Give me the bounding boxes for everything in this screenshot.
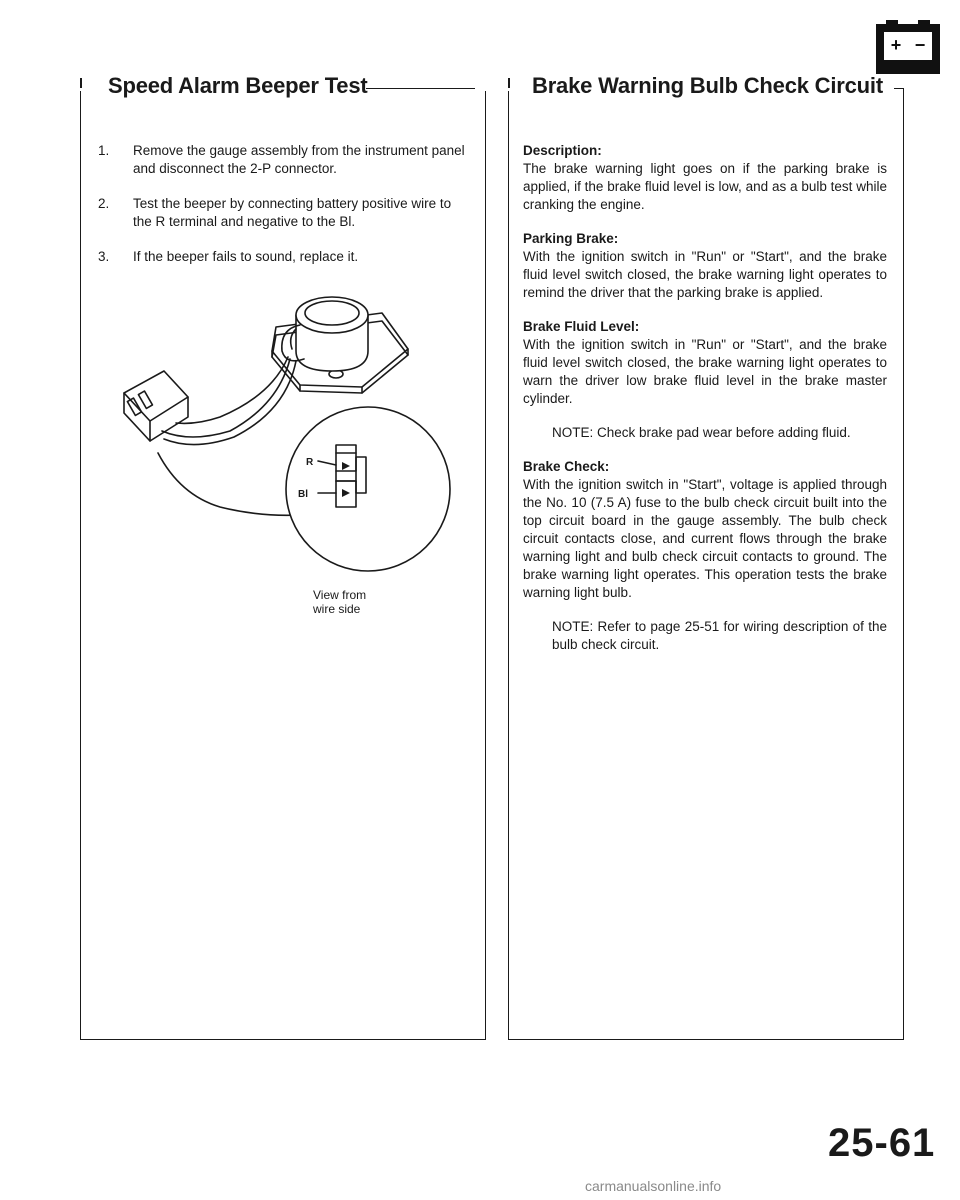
brake-check-heading: Brake Check:: [523, 459, 610, 474]
right-frame-gap: [508, 88, 530, 91]
left-frame-corner-gap: [475, 88, 486, 91]
step-text: If the beeper fails to sound, replace it.: [133, 249, 359, 264]
step-text: Test the beeper by connecting battery positive wire to the R terminal and negative to the Bl.: [133, 196, 452, 229]
right-title-end-gap: [892, 78, 894, 90]
battery-minus-label: −: [914, 35, 926, 55]
battery-plus-label: +: [890, 35, 902, 55]
terminal-bl-label: Bl: [298, 489, 308, 500]
description-block: [523, 142, 887, 214]
battery-icon: [876, 20, 940, 74]
parking-brake-block: [523, 230, 887, 302]
left-section-title: Speed Alarm Beeper Test: [108, 73, 368, 98]
figure-caption: [313, 588, 393, 616]
parking-brake-heading: Parking Brake:: [523, 231, 619, 246]
note-pad-wear: NOTE: Check brake pad wear before adding fluid.: [552, 425, 851, 440]
brake-fluid-heading: Brake Fluid Level:: [523, 319, 640, 334]
figure-caption-line1: View from: [313, 588, 367, 602]
brake-check-text: With the ignition switch in "Start", voltage is applied through the No. 10 (7.5 A) fuse to the bulb check circuit built into the top circuit board in the gauge assembly. The bulb check circuit contacts close, and current flows through the brake warning light and bulb check circuit contacts to ground. The brake warning light operates. This operation tests the brake warning light bulb.: [523, 477, 887, 600]
step-text: Remove the gauge assembly from the instrument panel and disconnect the 2-P connector.: [133, 143, 465, 176]
right-section-title: Brake Warning Bulb Check Circuit: [532, 73, 883, 98]
terminal-r-label: R: [306, 457, 314, 468]
brake-fluid-block: [523, 318, 887, 408]
page-number: 25-61: [828, 1121, 936, 1165]
beeper-illustration: [110, 285, 465, 625]
left-frame-gap: [80, 88, 104, 91]
step-item: [98, 142, 466, 178]
beeper-test-steps: [98, 142, 466, 283]
step-number: 3.: [98, 249, 110, 264]
brake-fluid-text: With the ignition switch in "Run" or "Start", and the brake fluid level switch closed, the brake warning light operates to warn the driver low brake fluid level in the brake master cylinder.: [523, 337, 887, 406]
step-number: 1.: [98, 143, 110, 158]
step-item: [98, 248, 466, 266]
description-heading: Description:: [523, 143, 602, 158]
step-number: 2.: [98, 196, 110, 211]
step-item: [98, 195, 466, 231]
figure-caption-line2: wire side: [313, 602, 361, 616]
parking-brake-text: With the ignition switch in "Run" or "Start", and the brake fluid level switch closed, the brake warning light operates to remind the driver that the parking brake is applied.: [523, 249, 887, 300]
description-text: The brake warning light goes on if the parking brake is applied, if the brake fluid level is low, and as a bulb test while cranking the engine.: [523, 161, 887, 212]
brake-check-block: [523, 458, 887, 602]
brake-circuit-description: [523, 142, 887, 670]
watermark: carmanualsonline.info: [585, 1178, 722, 1194]
note-wiring-reference: NOTE: Refer to page 25-51 for wiring description of the bulb check circuit.: [552, 619, 887, 652]
